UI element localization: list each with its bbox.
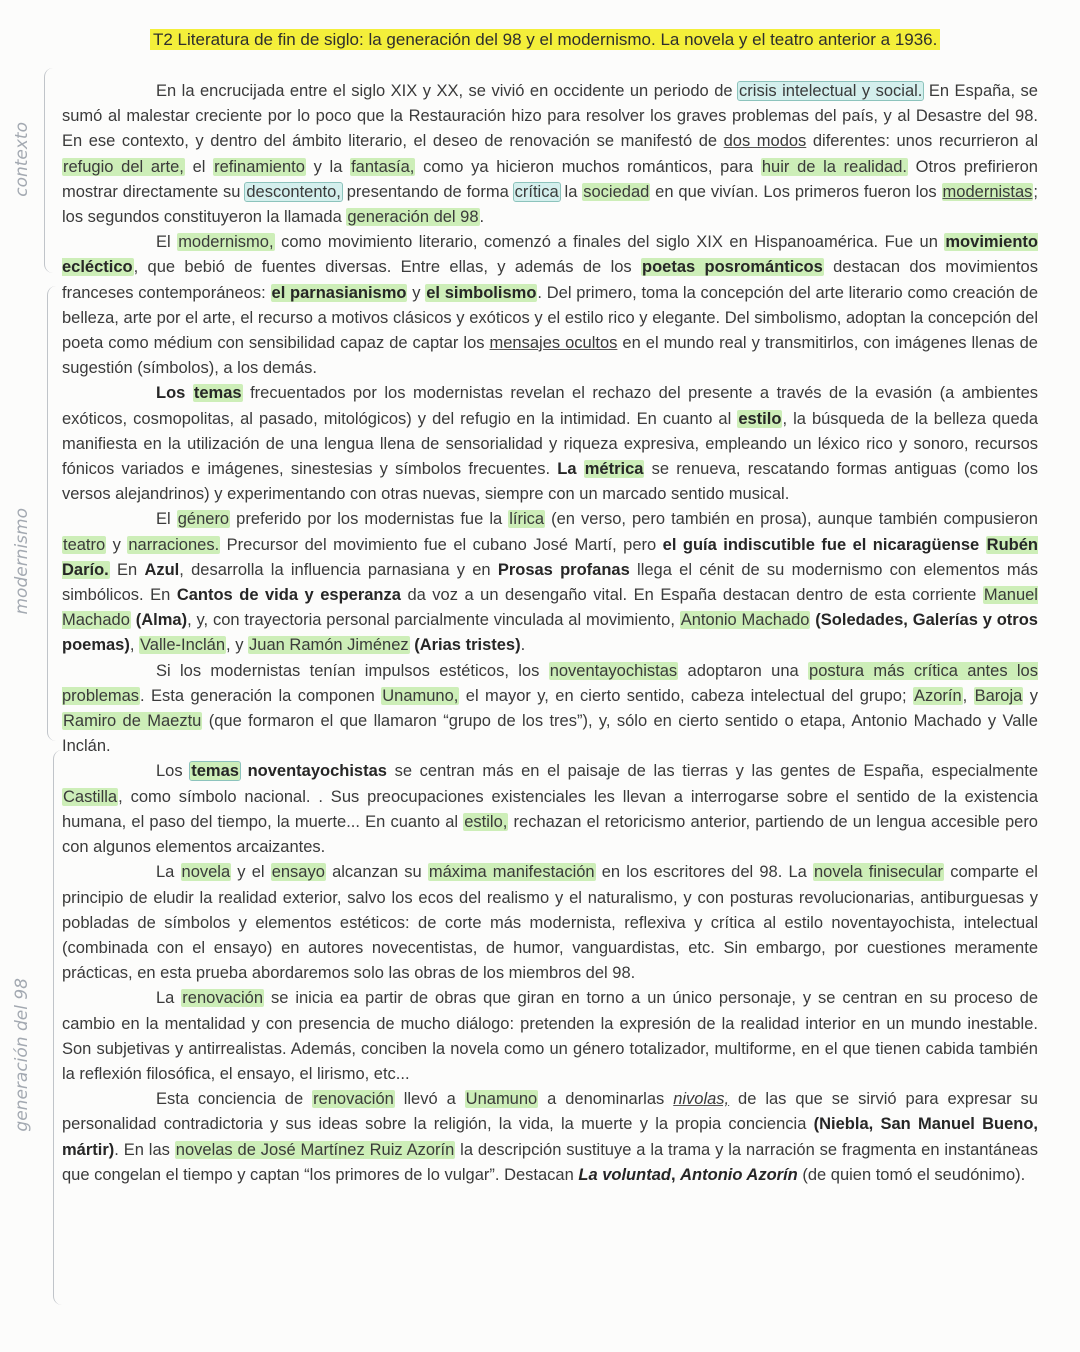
text-run: , — [962, 686, 974, 705]
highlighted-text: el parnasianismo — [271, 283, 407, 302]
bold-text: (Niebla, San Manuel Bueno, mártir) — [62, 1115, 1039, 1159]
text-run: de las que se sirvió para expresar su personalidad contradictoria y sus ideas sobre la religión, la vida, la muerte y la propia conciencia — [62, 1090, 1038, 1134]
text-run: y — [407, 283, 426, 302]
text-run: ; los segundos constituyeron la llamada — [62, 182, 1039, 227]
text-run: , que bebió de fuentes diversas. Entre ellas, y además de los — [133, 258, 641, 277]
paragraph-7 — [62, 860, 1038, 986]
highlighted-text: Antonio Machado — [680, 611, 810, 630]
text-run: preferido por los modernistas fue la — [230, 510, 509, 529]
text-run: diferentes: unos recurrieron al — [806, 132, 1038, 151]
highlighted-text: Juan Ramón Jiménez — [249, 636, 409, 655]
text-run: Los — [156, 762, 191, 781]
text-run: En — [109, 560, 145, 579]
text-run: llega el cénit de su modernismo con elementos más simbólicos. En — [62, 560, 1038, 605]
text-run: rechazan el retoricismo anterior, partiendo de un lengua accesible pero con algunos elementos arcaizantes. — [62, 812, 1038, 857]
bold-text: Cantos de vida y esperanza — [176, 586, 401, 605]
highlighted-text: renovación — [313, 1090, 394, 1109]
text-run: presentando de forma — [341, 182, 514, 201]
highlighted-text: Unamuno — [465, 1090, 538, 1109]
text-run: destacan dos movimientos franceses contemporáneos: — [62, 258, 1038, 302]
bold-text: La voluntad — [578, 1165, 671, 1184]
text-run: se centran más en el paisaje de las tierras y las gentes de España, especialmente — [386, 762, 1039, 781]
highlighted-text: teatro — [63, 535, 106, 554]
text-run: adoptaron una — [678, 661, 809, 680]
text-run: en el mundo real y transmitirlos, con imágenes llenas de sugestión (símbolos), a los demás. — [62, 334, 1038, 378]
text-run: en que vivían. Los primeros fueron los — [650, 182, 942, 201]
bold-text: (Arias tristes) — [414, 636, 521, 655]
highlighted-text: métrica — [584, 460, 644, 479]
text-run: , desarrolla la influencia parnasiana y en — [179, 560, 498, 579]
bold-text: Antonio Azorín — [680, 1165, 798, 1184]
margin-bracket-contexto — [44, 68, 53, 273]
bold-text: noventayochistas — [247, 762, 387, 781]
text-run: y la — [305, 157, 351, 176]
text-run: (en verso, pero también en prosa), aunque también compusieron — [545, 510, 1038, 529]
margin-note-modernismo: modernismo — [12, 508, 32, 615]
text-run: en los escritores del 98. La — [595, 863, 813, 882]
italic-text: nivolas, — [673, 1090, 730, 1109]
text-run: comparte el principio de eludir la realidad exterior, salvo los ecos del realismo y el naturalismo, y con posturas revolucionarias, antiburguesas y pobladas de símbolos y elementos estéticos: de corte más modernista, reflexiva y crítica al estilo noventayochista, intelectual (combinada con el ensayo) en autores novecentistas, de humor, vanguardistas, etc. Sin embargo, por cuestiones meramente prácticas, en esta prueba abordaremos solo las obras de los miembros del 98. — [62, 863, 1038, 983]
highlighted-text: postura más crítica antes los problemas — [62, 661, 1038, 705]
highlighted-text: descontento, — [246, 182, 341, 201]
highlighted-text: modernistas — [942, 182, 1033, 201]
text-run: . Esta generación la componen — [140, 686, 382, 705]
margin-bracket-modernismo — [47, 286, 56, 741]
highlighted-text: movimiento ecléctico — [62, 233, 1038, 277]
highlighted-text: modernismo, — [178, 233, 274, 252]
bold-text: , — [670, 1165, 681, 1184]
paragraph-8 — [62, 986, 1038, 1087]
text-run: Esta conciencia de — [156, 1090, 313, 1109]
highlighted-text: narraciones. — [128, 535, 220, 554]
text-run: se renueva, rescatando formas antiguas (como los versos alejandrinos) y experimentando con otras nuevas, siempre con un marcado sentido musical. — [62, 460, 1039, 504]
highlighted-text: poetas posrománticos — [642, 258, 823, 277]
text-run: el — [184, 157, 214, 176]
document-title-text: T2 Literatura de fin de siglo: la generación del 98 y el modernismo. La novela y el teatro anterior a 1936. — [150, 29, 940, 50]
text-run: Precursor del movimiento fue el cubano José Martí, pero — [220, 535, 663, 554]
paragraph-3 — [62, 381, 1038, 507]
text-run: , la búsqueda de la belleza queda manifiesta en la utilización de una lengua llena de sensorialidad y riqueza expresiva, empleando un léxico rico y sonoro, recursos fónicos variados e imágenes, sinestesias y símbolos frecuentes. — [62, 409, 1038, 479]
highlighted-text: ensayo — [271, 863, 325, 882]
text-run: y — [106, 535, 128, 554]
bold-text: (Soledades, Galerías y otros poemas) — [62, 611, 1038, 655]
highlighted-text: máxima manifestación — [428, 863, 595, 882]
bold-text: Azul — [144, 560, 180, 579]
highlighted-text: Valle-Inclán — [140, 636, 226, 655]
text-run: , y, con trayectoria personal parcialmente vinculada al movimiento, — [187, 611, 680, 630]
highlighted-text: huir de la realidad. — [761, 157, 907, 176]
body-text — [62, 79, 1038, 1188]
highlighted-text: género — [177, 510, 230, 529]
underlined-text: dos modos — [723, 132, 807, 151]
bold-text: Los — [156, 384, 193, 403]
paragraph-6 — [62, 759, 1038, 860]
text-run: como ya hicieron muchos románticos, para — [415, 157, 761, 176]
paragraph-2 — [62, 230, 1038, 381]
highlighted-text: Manuel Machado — [62, 586, 1038, 630]
highlighted-text: fantasía, — [351, 157, 415, 176]
highlighted-text: novela — [181, 863, 231, 882]
text-run: se inicia ea partir de obras que giran en torno a un único personaje, y se centran en su proceso de cambio en la mentalidad y con presencia de mucho diálogo: pretenden la expresión de la realidad interior en un mundo inestable. Son subjetivas y antirrealistas. Además, conciben la novela como un género totalizador, multiforme, en el que tienen cabida también la reflexión filosófica, el ensayo, el lirismo, etc... — [62, 989, 1039, 1083]
highlighted-text: Baroja — [974, 686, 1023, 705]
highlighted-text: novela finisecular — [813, 863, 944, 882]
highlighted-text: temas — [193, 384, 242, 403]
highlighted-text: novelas de José Martínez Ruiz Azorín — [175, 1140, 455, 1159]
paragraph-5 — [62, 659, 1038, 760]
highlighted-text: Unamuno, — [382, 686, 459, 705]
text-run: . En las — [114, 1140, 175, 1159]
text-run: el mayor y, en cierto sentido, cabeza intelectual del grupo; — [459, 686, 913, 705]
margin-note-generacion-del-98: generación del 98 — [12, 978, 32, 1132]
text-run: , — [129, 636, 140, 655]
highlighted-text: generación del 98 — [347, 208, 479, 227]
text-run: y — [1023, 686, 1038, 705]
paragraph-1 — [62, 79, 1038, 230]
text-run: , como símbolo nacional. . Sus preocupaciones existenciales les llevan a interrogarse sobre el sentido de la existencia humana, el paso del tiempo, la muerte... En cuanto al — [62, 787, 1038, 831]
text-run: En la encrucijada entre el siglo XIX y XX, se vivió en occidente un periodo de — [156, 82, 739, 100]
paragraph-4 — [62, 507, 1038, 658]
text-run: En España, se sumó al malestar creciente por lo poco que la Restauración hizo para resolver los graves problemas del país, y al Desastre del 98. En ese contexto, y dentro del ámbito literario, el deseo de renovación se manifestó de — [62, 82, 1038, 151]
underlined-text: mensajes ocultos — [489, 334, 618, 353]
highlighted-text: Rubén Darío. — [62, 535, 1038, 579]
text-run: y el — [231, 863, 271, 882]
highlighted-text: lírica — [509, 510, 545, 529]
bold-text: Prosas profanas — [497, 560, 630, 579]
text-run — [240, 762, 248, 780]
highlighted-text: crítica — [514, 182, 559, 201]
text-run: La — [156, 989, 182, 1008]
text-run: Si los modernistas tenían impulsos estéticos, los — [156, 661, 549, 680]
text-run: la — [559, 182, 583, 201]
highlighted-text: el simbolismo — [426, 283, 537, 302]
text-run: a denominarlas — [538, 1090, 674, 1109]
bold-text: La — [557, 460, 584, 479]
highlighted-text: crisis intelectual y social. — [739, 82, 923, 100]
highlighted-text: Ramiro de Maeztu — [63, 712, 202, 731]
text-run: da voz a un desengaño vital. En España destacan dentro de esta corriente — [400, 586, 983, 605]
bold-text: (Alma) — [135, 611, 188, 630]
text-run: la descripción sustituye a la trama y la narración se fragmenta en instantáneas que congelan el tiempo y captan “los primores de lo vulgar”. Destacan — [62, 1140, 1038, 1184]
text-run: frecuentados por los modernistas revelan el rechazo del presente a través de la evasión (a ambientes exóticos, cosmopolitas, al pasado, mitológicos) y del refugio en la intimidad. En cuanto al — [62, 384, 1038, 428]
highlighted-text: Azorín — [913, 686, 962, 705]
text-run: llevó a — [394, 1090, 465, 1109]
text-run: . — [479, 208, 485, 227]
text-run: (que formaron el que llamaron “grupo de los tres”), y, sólo en cierto sentido o etapa, Antonio Machado y Valle Inclán. — [62, 712, 1038, 756]
highlighted-text: temas — [191, 762, 239, 781]
text-run: Otros prefirieron mostrar directamente su — [62, 157, 1038, 201]
text-run: alcanzan su — [325, 863, 428, 882]
text-run: . Del primero, toma la concepción del arte literario como creación de belleza, arte por el arte, el recurso a motivos clásicos y exóticos y el estilo rico y elegante. Del simbolismo, adoptan la concepción del poeta como médium con sensibilidad capaz de captar los — [62, 283, 1039, 353]
paragraph-9 — [62, 1087, 1038, 1188]
text-run: El — [156, 233, 178, 252]
bold-text: el guía indiscutible fue el nicaragüense — [662, 535, 986, 554]
text-run: , y — [226, 636, 249, 655]
margin-bracket-generacion — [53, 750, 62, 1305]
highlighted-text: refugio del arte, — [63, 157, 184, 176]
text-run: como movimiento literario, comenzó a finales del siglo XIX en Hispanoamérica. Fue un — [274, 233, 945, 252]
margin-note-contexto: contexto — [12, 122, 32, 197]
text-run: El — [156, 510, 177, 529]
text-run: . — [520, 636, 526, 655]
highlighted-text: Castilla — [63, 787, 118, 806]
text-run: La — [156, 863, 181, 882]
highlighted-text: sociedad — [583, 182, 650, 201]
document-title — [150, 28, 940, 52]
highlighted-text: estilo, — [464, 812, 508, 831]
highlighted-text: refinamiento — [214, 157, 305, 176]
text-run: (de quien tomó el seudónimo). — [797, 1165, 1026, 1184]
highlighted-text: noventayochistas — [549, 661, 678, 680]
highlighted-text: estilo — [738, 409, 782, 428]
highlighted-text: renovación — [182, 989, 264, 1008]
